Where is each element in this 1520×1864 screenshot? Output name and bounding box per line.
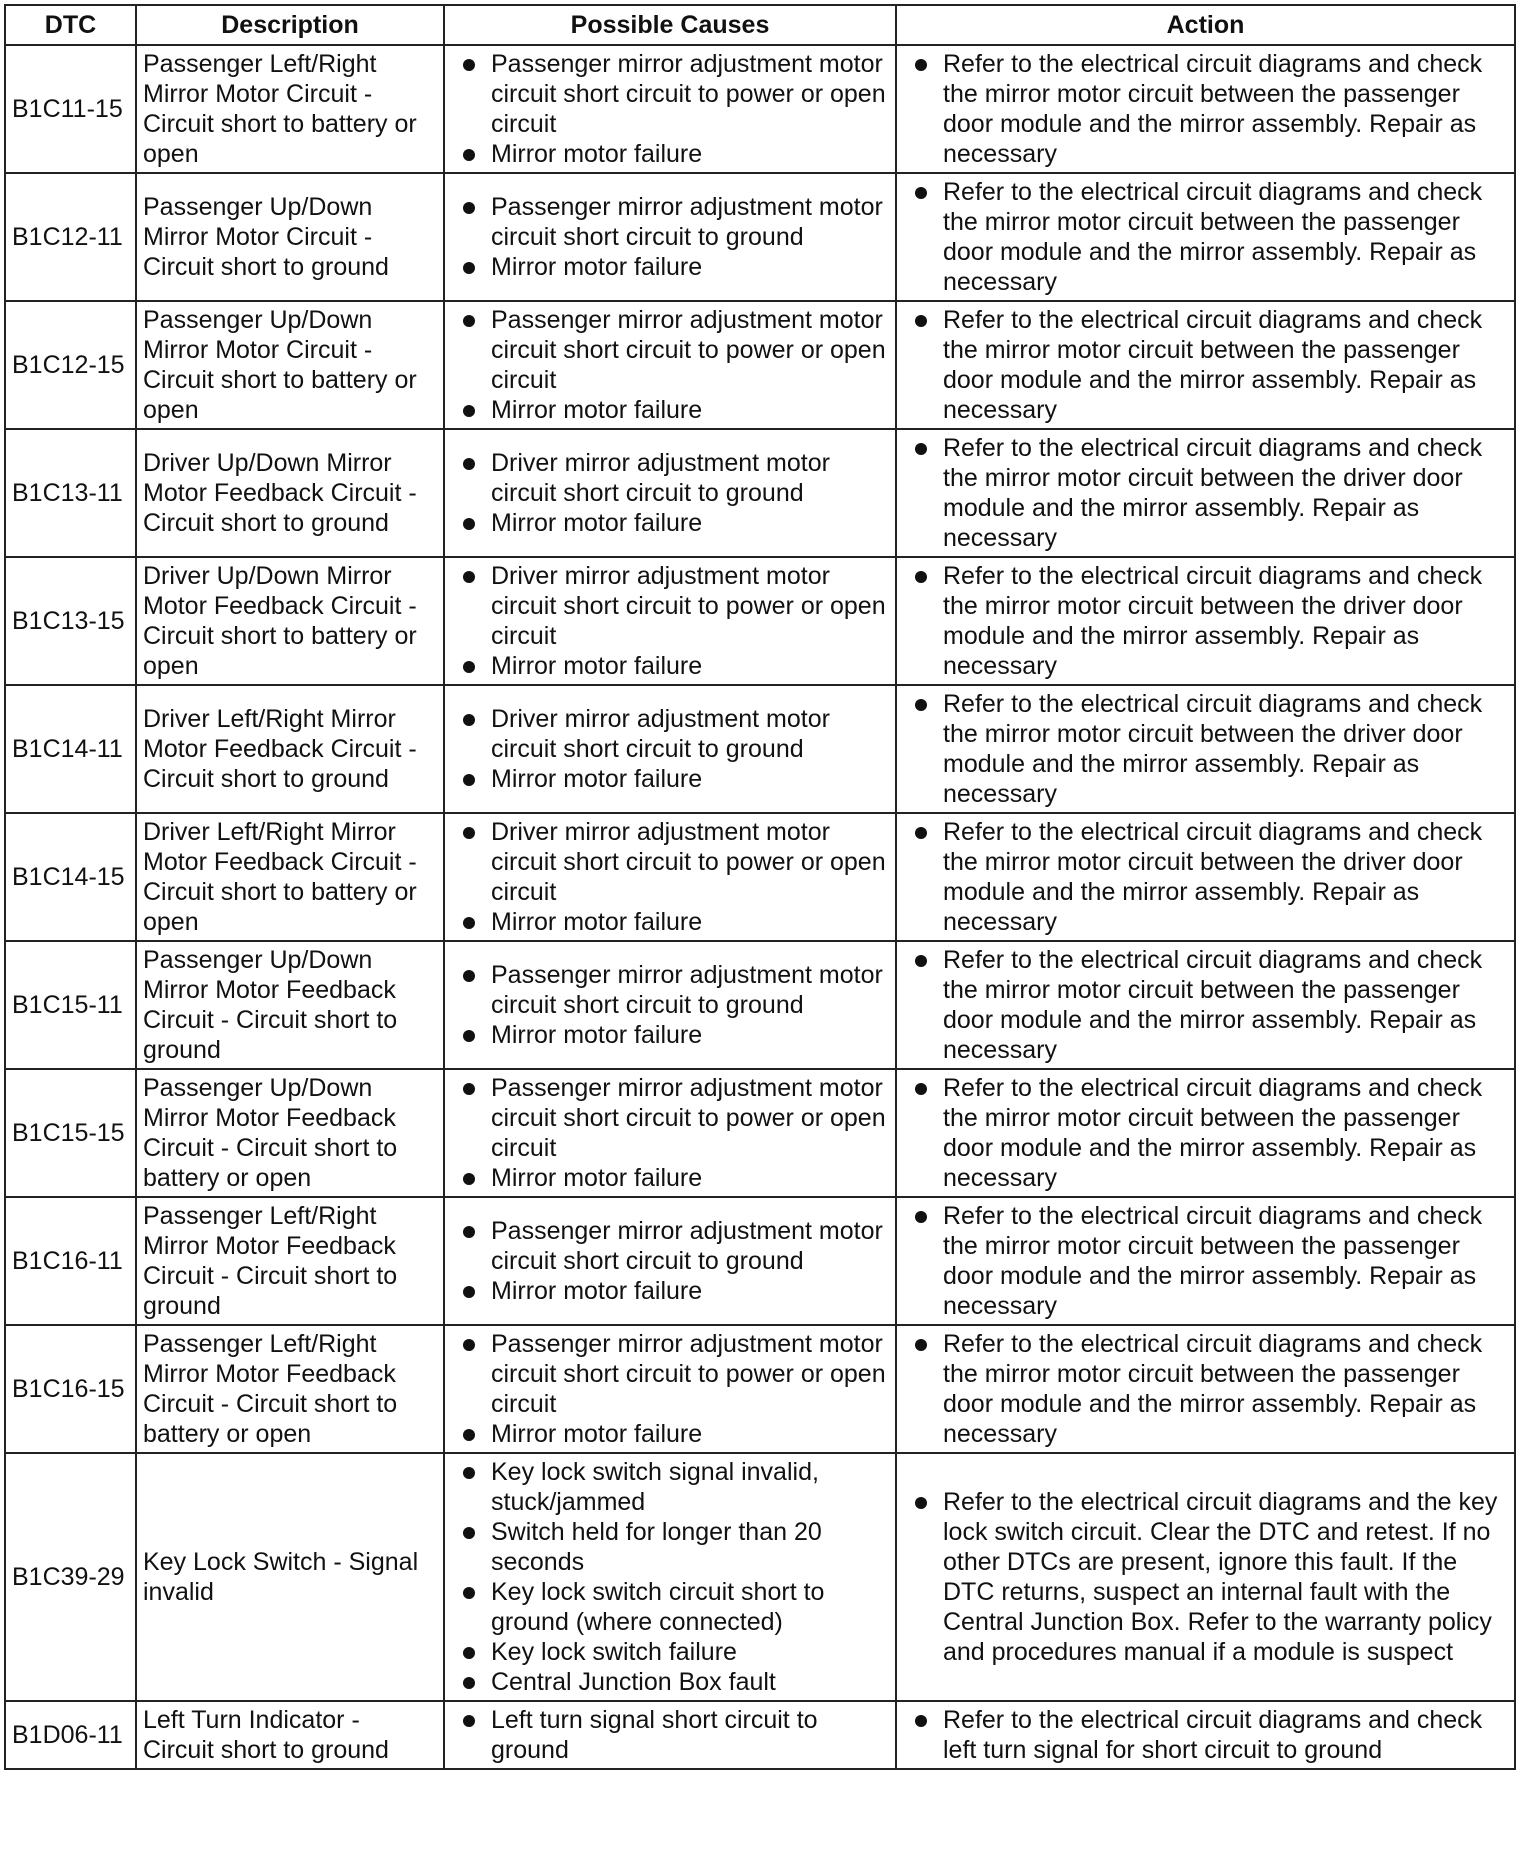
dtc-description: Passenger Up/Down Mirror Motor Feedback Circuit - Circuit short to ground bbox=[136, 941, 444, 1069]
cause-item: Mirror motor failure bbox=[451, 1276, 889, 1306]
action-item: Refer to the electrical circuit diagrams and check the mirror motor circuit between the passenger door module and the mirror assembly. Repair as necessary bbox=[903, 49, 1508, 169]
action-list bbox=[903, 1329, 1508, 1449]
dtc-description: Driver Up/Down Mirror Motor Feedback Circuit - Circuit short to battery or open bbox=[136, 557, 444, 685]
table-row bbox=[5, 1197, 1515, 1325]
dtc-description: Passenger Up/Down Mirror Motor Feedback Circuit - Circuit short to battery or open bbox=[136, 1069, 444, 1197]
action-cell bbox=[896, 301, 1515, 429]
action-list bbox=[903, 433, 1508, 553]
possible-causes-list bbox=[451, 817, 889, 937]
possible-causes-list bbox=[451, 305, 889, 425]
dtc-description: Passenger Up/Down Mirror Motor Circuit - Circuit short to ground bbox=[136, 173, 444, 301]
possible-causes-list bbox=[451, 1457, 889, 1697]
cause-item: Key lock switch failure bbox=[451, 1637, 889, 1667]
dtc-code: B1C15-11 bbox=[5, 941, 136, 1069]
action-item: Refer to the electrical circuit diagrams and check left turn signal for short circuit to ground bbox=[903, 1705, 1508, 1765]
dtc-code: B1C13-15 bbox=[5, 557, 136, 685]
header-possible-causes: Possible Causes bbox=[444, 5, 896, 45]
action-item: Refer to the electrical circuit diagrams and check the mirror motor circuit between the driver door module and the mirror assembly. Repair as necessary bbox=[903, 433, 1508, 553]
cause-item: Driver mirror adjustment motor circuit short circuit to ground bbox=[451, 704, 889, 764]
action-list bbox=[903, 689, 1508, 809]
dtc-code: B1D06-11 bbox=[5, 1701, 136, 1769]
table-row bbox=[5, 301, 1515, 429]
action-item: Refer to the electrical circuit diagrams and check the mirror motor circuit between the driver door module and the mirror assembly. Repair as necessary bbox=[903, 561, 1508, 681]
cause-item: Mirror motor failure bbox=[451, 907, 889, 937]
action-cell bbox=[896, 173, 1515, 301]
cause-item: Mirror motor failure bbox=[451, 764, 889, 794]
dtc-table bbox=[4, 4, 1516, 1770]
possible-causes-cell bbox=[444, 1325, 896, 1453]
action-cell bbox=[896, 1701, 1515, 1769]
possible-causes-list bbox=[451, 192, 889, 282]
cause-item: Mirror motor failure bbox=[451, 1163, 889, 1193]
cause-item: Central Junction Box fault bbox=[451, 1667, 889, 1697]
possible-causes-cell bbox=[444, 1069, 896, 1197]
action-cell bbox=[896, 941, 1515, 1069]
table-row bbox=[5, 1453, 1515, 1701]
cause-item: Mirror motor failure bbox=[451, 651, 889, 681]
action-list bbox=[903, 49, 1508, 169]
table-row bbox=[5, 557, 1515, 685]
possible-causes-cell bbox=[444, 301, 896, 429]
cause-item: Passenger mirror adjustment motor circuit short circuit to power or open circuit bbox=[451, 49, 889, 139]
table-row bbox=[5, 1069, 1515, 1197]
dtc-description: Driver Left/Right Mirror Motor Feedback Circuit - Circuit short to ground bbox=[136, 685, 444, 813]
possible-causes-cell bbox=[444, 813, 896, 941]
dtc-description: Passenger Left/Right Mirror Motor Circuit - Circuit short to battery or open bbox=[136, 45, 444, 173]
action-list bbox=[903, 817, 1508, 937]
dtc-description: Left Turn Indicator - Circuit short to ground bbox=[136, 1701, 444, 1769]
action-item: Refer to the electrical circuit diagrams and the key lock switch circuit. Clear the DTC and retest. If no other DTCs are present, ignore this fault. If the DTC returns, suspect an internal fault with the Central Junction Box. Refer to the warranty policy and procedures manual if a module is suspect bbox=[903, 1487, 1508, 1667]
cause-item: Driver mirror adjustment motor circuit short circuit to power or open circuit bbox=[451, 817, 889, 907]
action-cell bbox=[896, 813, 1515, 941]
cause-item: Driver mirror adjustment motor circuit short circuit to power or open circuit bbox=[451, 561, 889, 651]
action-list bbox=[903, 305, 1508, 425]
possible-causes-list bbox=[451, 49, 889, 169]
dtc-description: Passenger Up/Down Mirror Motor Circuit - Circuit short to battery or open bbox=[136, 301, 444, 429]
dtc-code: B1C39-29 bbox=[5, 1453, 136, 1701]
dtc-code: B1C11-15 bbox=[5, 45, 136, 173]
dtc-description: Driver Up/Down Mirror Motor Feedback Circuit - Circuit short to ground bbox=[136, 429, 444, 557]
dtc-code: B1C12-11 bbox=[5, 173, 136, 301]
possible-causes-cell bbox=[444, 941, 896, 1069]
dtc-description: Passenger Left/Right Mirror Motor Feedback Circuit - Circuit short to battery or open bbox=[136, 1325, 444, 1453]
dtc-code: B1C15-15 bbox=[5, 1069, 136, 1197]
possible-causes-list bbox=[451, 1073, 889, 1193]
header-dtc: DTC bbox=[5, 5, 136, 45]
action-list bbox=[903, 945, 1508, 1065]
table-row bbox=[5, 685, 1515, 813]
cause-item: Passenger mirror adjustment motor circuit short circuit to power or open circuit bbox=[451, 1073, 889, 1163]
possible-causes-list bbox=[451, 1329, 889, 1449]
action-cell bbox=[896, 1325, 1515, 1453]
action-cell bbox=[896, 557, 1515, 685]
cause-item: Mirror motor failure bbox=[451, 252, 889, 282]
action-list bbox=[903, 1201, 1508, 1321]
table-row bbox=[5, 813, 1515, 941]
action-cell bbox=[896, 429, 1515, 557]
action-item: Refer to the electrical circuit diagrams and check the mirror motor circuit between the passenger door module and the mirror assembly. Repair as necessary bbox=[903, 1073, 1508, 1193]
action-item: Refer to the electrical circuit diagrams and check the mirror motor circuit between the passenger door module and the mirror assembly. Repair as necessary bbox=[903, 945, 1508, 1065]
table-row bbox=[5, 1701, 1515, 1769]
cause-item: Passenger mirror adjustment motor circuit short circuit to power or open circuit bbox=[451, 1329, 889, 1419]
possible-causes-cell bbox=[444, 557, 896, 685]
cause-item: Mirror motor failure bbox=[451, 139, 889, 169]
cause-item: Key lock switch circuit short to ground (where connected) bbox=[451, 1577, 889, 1637]
table-row bbox=[5, 941, 1515, 1069]
possible-causes-list bbox=[451, 1705, 889, 1765]
dtc-code: B1C14-11 bbox=[5, 685, 136, 813]
cause-item: Mirror motor failure bbox=[451, 1419, 889, 1449]
table-row bbox=[5, 173, 1515, 301]
cause-item: Passenger mirror adjustment motor circuit short circuit to ground bbox=[451, 1216, 889, 1276]
possible-causes-list bbox=[451, 704, 889, 794]
dtc-code: B1C16-11 bbox=[5, 1197, 136, 1325]
possible-causes-cell bbox=[444, 1701, 896, 1769]
cause-item: Mirror motor failure bbox=[451, 508, 889, 538]
action-item: Refer to the electrical circuit diagrams and check the mirror motor circuit between the driver door module and the mirror assembly. Repair as necessary bbox=[903, 817, 1508, 937]
dtc-table-container bbox=[4, 4, 1516, 1770]
table-body bbox=[5, 45, 1515, 1769]
table-row bbox=[5, 1325, 1515, 1453]
action-cell bbox=[896, 45, 1515, 173]
cause-item: Passenger mirror adjustment motor circuit short circuit to power or open circuit bbox=[451, 305, 889, 395]
cause-item: Passenger mirror adjustment motor circuit short circuit to ground bbox=[451, 960, 889, 1020]
possible-causes-cell bbox=[444, 685, 896, 813]
action-item: Refer to the electrical circuit diagrams and check the mirror motor circuit between the passenger door module and the mirror assembly. Repair as necessary bbox=[903, 1329, 1508, 1449]
dtc-code: B1C14-15 bbox=[5, 813, 136, 941]
action-list bbox=[903, 1487, 1508, 1667]
action-item: Refer to the electrical circuit diagrams and check the mirror motor circuit between the passenger door module and the mirror assembly. Repair as necessary bbox=[903, 305, 1508, 425]
possible-causes-list bbox=[451, 561, 889, 681]
action-cell bbox=[896, 685, 1515, 813]
dtc-code: B1C13-11 bbox=[5, 429, 136, 557]
action-cell bbox=[896, 1453, 1515, 1701]
possible-causes-cell bbox=[444, 429, 896, 557]
dtc-description: Driver Left/Right Mirror Motor Feedback Circuit - Circuit short to battery or open bbox=[136, 813, 444, 941]
possible-causes-list bbox=[451, 1216, 889, 1306]
possible-causes-list bbox=[451, 448, 889, 538]
action-item: Refer to the electrical circuit diagrams and check the mirror motor circuit between the driver door module and the mirror assembly. Repair as necessary bbox=[903, 689, 1508, 809]
possible-causes-cell bbox=[444, 173, 896, 301]
dtc-code: B1C16-15 bbox=[5, 1325, 136, 1453]
action-list bbox=[903, 1073, 1508, 1193]
action-list bbox=[903, 561, 1508, 681]
header-action: Action bbox=[896, 5, 1515, 45]
dtc-description: Passenger Left/Right Mirror Motor Feedback Circuit - Circuit short to ground bbox=[136, 1197, 444, 1325]
dtc-code: B1C12-15 bbox=[5, 301, 136, 429]
possible-causes-cell bbox=[444, 1453, 896, 1701]
possible-causes-cell bbox=[444, 1197, 896, 1325]
cause-item: Mirror motor failure bbox=[451, 395, 889, 425]
action-cell bbox=[896, 1069, 1515, 1197]
action-list bbox=[903, 177, 1508, 297]
cause-item: Mirror motor failure bbox=[451, 1020, 889, 1050]
cause-item: Left turn signal short circuit to ground bbox=[451, 1705, 889, 1765]
header-description: Description bbox=[136, 5, 444, 45]
action-list bbox=[903, 1705, 1508, 1765]
cause-item: Passenger mirror adjustment motor circuit short circuit to ground bbox=[451, 192, 889, 252]
table-row bbox=[5, 429, 1515, 557]
action-cell bbox=[896, 1197, 1515, 1325]
dtc-description: Key Lock Switch - Signal invalid bbox=[136, 1453, 444, 1701]
table-header-row bbox=[5, 5, 1515, 45]
cause-item: Driver mirror adjustment motor circuit short circuit to ground bbox=[451, 448, 889, 508]
action-item: Refer to the electrical circuit diagrams and check the mirror motor circuit between the passenger door module and the mirror assembly. Repair as necessary bbox=[903, 1201, 1508, 1321]
cause-item: Key lock switch signal invalid, stuck/jammed bbox=[451, 1457, 889, 1517]
action-item: Refer to the electrical circuit diagrams and check the mirror motor circuit between the passenger door module and the mirror assembly. Repair as necessary bbox=[903, 177, 1508, 297]
table-row bbox=[5, 45, 1515, 173]
possible-causes-list bbox=[451, 960, 889, 1050]
possible-causes-cell bbox=[444, 45, 896, 173]
cause-item: Switch held for longer than 20 seconds bbox=[451, 1517, 889, 1577]
